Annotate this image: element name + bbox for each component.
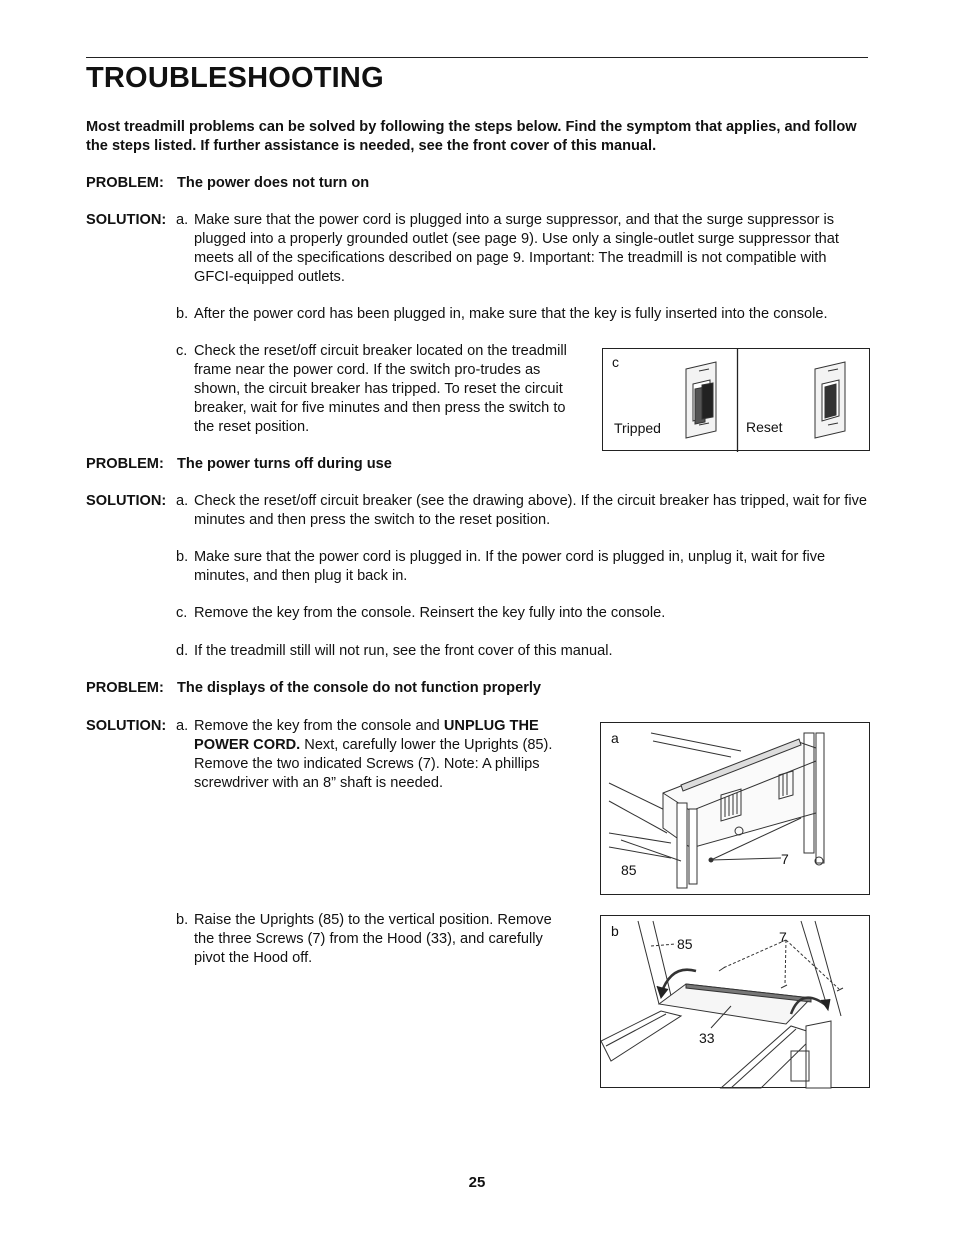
figure-c-letter: c (612, 354, 619, 370)
p2-step-b (176, 548, 876, 586)
step-letter: a. (176, 493, 189, 509)
problem-label: PROBLEM: (86, 680, 164, 696)
tripped-label: Tripped (614, 420, 661, 436)
figure-a-callout-85: 85 (621, 862, 637, 878)
step-text: Make sure that the power cord is plugged in. If the power cord is plugged in, unplug it, wait for five minutes, and then plug it back in. (194, 549, 826, 584)
step-letter: c. (176, 343, 188, 359)
step-letter: b. (176, 549, 189, 565)
problem-3-heading (86, 679, 541, 698)
step-text: Make sure that the power cord is plugged into a surge suppressor, and that the surge suppressor is plugged into a properly grounded outlet (see page 9). Use only a single-outlet surge suppressor that meets all of the specifications described on page 9. Important: The treadmill is not compatible with GFCI-equipped outlets. (194, 212, 839, 285)
problem-1-title: The power does not turn on (177, 175, 370, 191)
p1-step-a (176, 211, 868, 287)
figure-b-callout-33: 33 (699, 1030, 715, 1046)
page-number: 25 (468, 1174, 486, 1191)
p3-step-b (176, 911, 574, 968)
problem-label: PROBLEM: (86, 456, 164, 472)
figure-b-callout-85: 85 (677, 936, 693, 952)
header-rule (86, 57, 868, 58)
step-letter: d. (176, 643, 189, 659)
p2-step-c (176, 604, 876, 623)
step-letter: b. (176, 912, 189, 928)
figure-b-letter: b (611, 923, 619, 939)
step-text: Check the reset/off circuit breaker (see the drawing above). If the circuit breaker has tripped, wait for five minutes and then press the switch to the reset position. (194, 493, 867, 528)
step-letter: c. (176, 605, 188, 621)
figure-a-callout-7: 7 (781, 851, 789, 867)
p2-step-a (176, 492, 868, 530)
figure-circuit-breaker (602, 348, 870, 451)
step-text-post: Next, carefully lower the Uprights (85). Remove the two indicated Screws (7). Note: A phillips screwdriver with an 8” shaft is needed. (194, 737, 553, 791)
figure-hood-removal (600, 915, 870, 1088)
step-text: After the power cord has been plugged in, make sure that the key is fully inserted into the console. (194, 306, 828, 322)
problem-1-heading (86, 174, 369, 193)
problem-2-title: The power turns off during use (177, 456, 392, 472)
step-text: Raise the Uprights (85) to the vertical position. Remove the three Screws (7) from the Hood (33), and carefully pivot the Hood off. (194, 912, 552, 966)
figure-a-letter: a (611, 730, 619, 746)
step-text (194, 717, 568, 793)
solution-1-label: SOLUTION: (86, 212, 167, 228)
p3-step-a (176, 717, 568, 793)
reset-label: Reset (746, 419, 783, 435)
console-drawing (601, 723, 871, 896)
hood-drawing (601, 916, 871, 1089)
page-title: TROUBLESHOOTING (86, 62, 384, 94)
step-letter: b. (176, 306, 189, 322)
p1-step-b (176, 305, 876, 324)
step-text: Check the reset/off circuit breaker located on the treadmill frame near the power cord. If the switch pro-trudes as shown, the circuit breaker has tripped. To reset the circuit breaker, wait for five minutes and then press the switch to the reset position. (194, 343, 567, 435)
p1-step-c (176, 342, 568, 437)
step-text: If the treadmill still will not run, see the front cover of this manual. (194, 643, 613, 659)
step-text-pre: Remove the key from the console and (194, 718, 444, 734)
p2-step-d (176, 642, 876, 661)
problem-2-heading (86, 455, 392, 474)
problem-3-title: The displays of the console do not function properly (177, 680, 542, 696)
step-text: Remove the key from the console. Reinsert the key fully into the console. (194, 605, 666, 621)
step-letter: a. (176, 718, 189, 734)
problem-label: PROBLEM: (86, 175, 164, 191)
step-letter: a. (176, 212, 189, 228)
solution-2-label: SOLUTION: (86, 493, 167, 509)
solution-3-label: SOLUTION: (86, 718, 167, 734)
intro-paragraph: Most treadmill problems can be solved by following the steps below. Find the symptom that applies, and follow the steps listed. If further assistance is needed, see the front cover of this manual. (86, 119, 857, 154)
step-text-warning: UNPLUG THE POWER CORD. (194, 718, 539, 753)
figure-console-screws (600, 722, 870, 895)
figure-b-callout-7: 7 (779, 929, 787, 945)
